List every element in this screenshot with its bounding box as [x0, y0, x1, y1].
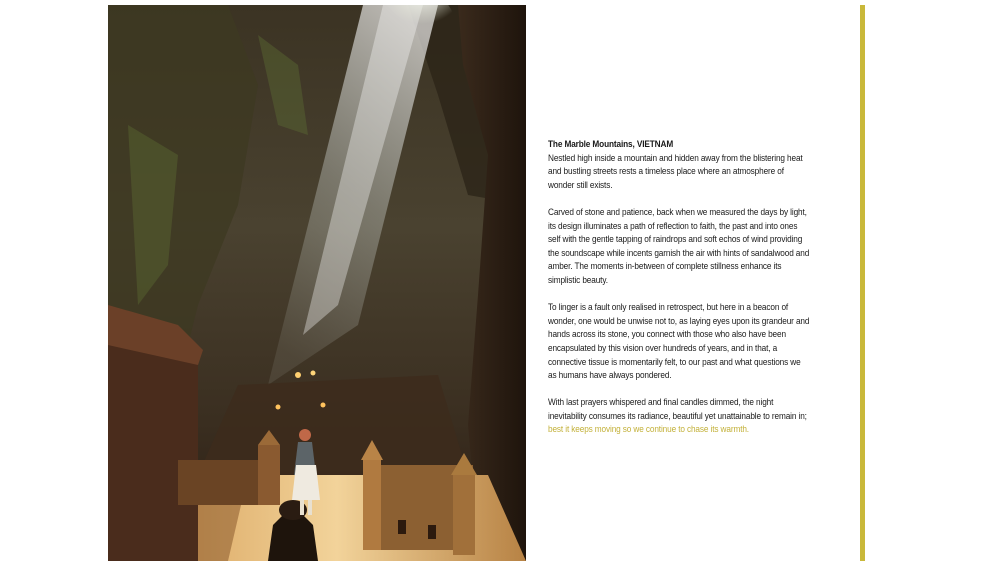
accent-bar: [860, 5, 865, 561]
article-text: [548, 138, 810, 451]
article-paragraph-3: To linger is a fault only realised in retrospect, but here in a beacon of wonder, one would be unwise not to, as laying eyes upon its grandeur and hands across its stone, you connect with those who also have been encapsulated by this vision over hundreds of years, and in that, a connective tissue is momentarily felt, to our past and what questions we as humans have always pondered.: [548, 302, 810, 382]
cave-photo: [108, 5, 526, 561]
article-paragraph-4-main: With last prayers whispered and final candles dimmed, the night inevitability consumes its radiance, beautiful yet unattainable to remain in;: [548, 397, 807, 422]
article-paragraph-2: Carved of stone and patience, back when we measured the days by light, its design illuminates a path of reflection to faith, the past and into ones self with the gentle tapping of raindrops and soft echos of wind providing the soundscape while incents garnish the air with hints of sandalwood and amber. The moments in-between of complete stillness enhance its simplistic beauty.: [548, 206, 810, 286]
article-paragraph-intro: [548, 138, 810, 192]
cave-light-photo-icon: [108, 5, 526, 561]
article-paragraph-4: [548, 396, 810, 437]
article-highlight-text: best it keeps moving so we continue to chase its warmth.: [548, 424, 749, 436]
article-paragraph-1: Nestled high inside a mountain and hidden away from the blistering heat and bustling streets rests a timeless place where an atmosphere of wonder still exists.: [548, 152, 803, 191]
article-title: The Marble Mountains, VIETNAM: [548, 139, 674, 150]
